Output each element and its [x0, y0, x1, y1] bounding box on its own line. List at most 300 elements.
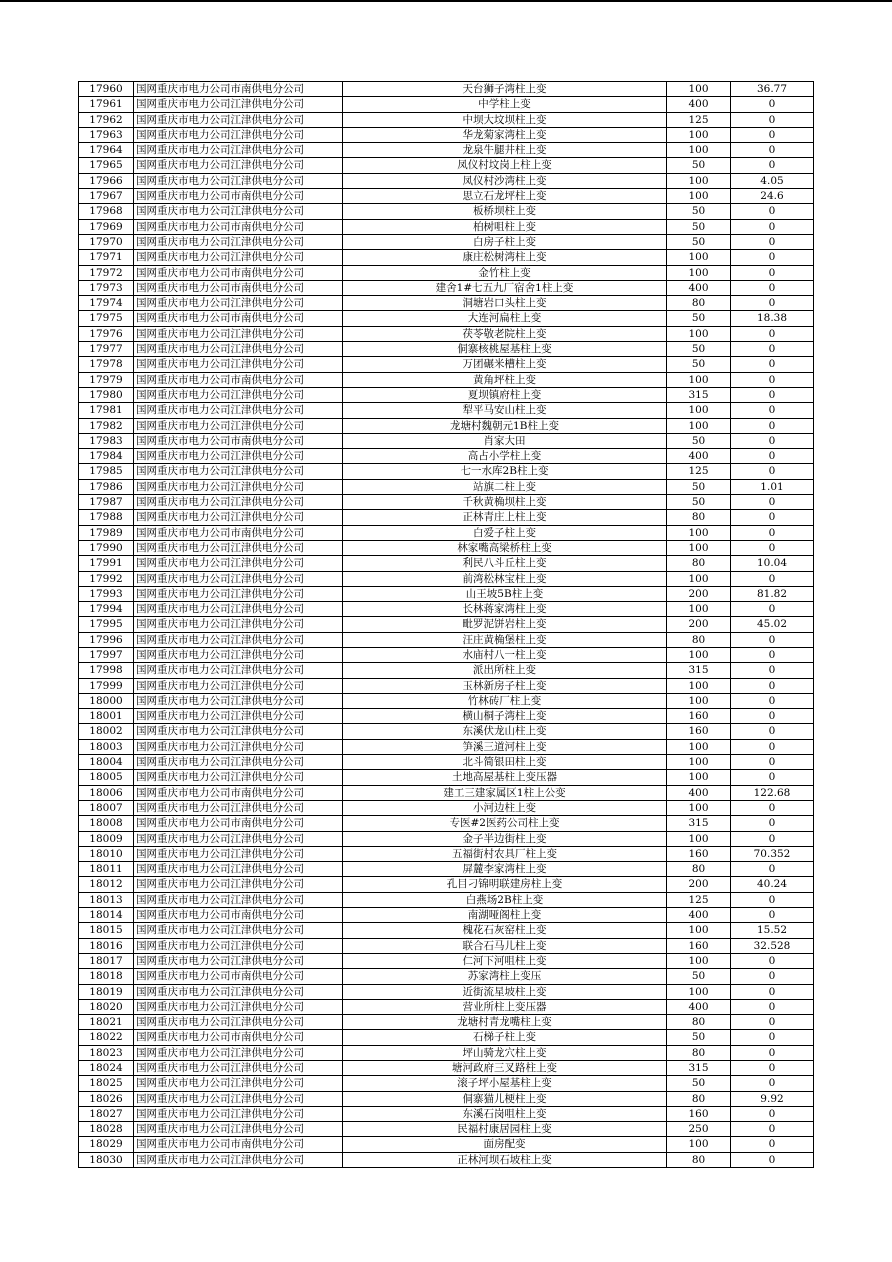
- row-id-cell: 18016: [79, 938, 134, 953]
- transformer-name-cell: 白房子柱上变: [343, 234, 667, 249]
- transformer-name-cell: 联合石马儿柱上变: [343, 938, 667, 953]
- table-row: [79, 1076, 814, 1091]
- table-row: [79, 617, 814, 632]
- table-row: [79, 953, 814, 968]
- capacity-cell: 100: [667, 418, 731, 433]
- transformer-name-cell: 正林青庄上柱上变: [343, 510, 667, 525]
- capacity-cell: 80: [667, 1152, 731, 1167]
- capacity-cell: 100: [667, 143, 731, 158]
- capacity-cell: 100: [667, 647, 731, 662]
- value-cell: 0: [731, 219, 814, 234]
- company-cell: 国网重庆市电力公司江津供电分公司: [134, 739, 343, 754]
- table-row: [79, 82, 814, 97]
- capacity-cell: 160: [667, 846, 731, 861]
- company-cell: 国网重庆市电力公司江津供电分公司: [134, 724, 343, 739]
- row-id-cell: 17983: [79, 433, 134, 448]
- row-id-cell: 18002: [79, 724, 134, 739]
- transformer-name-cell: 夏坝镇府柱上变: [343, 387, 667, 402]
- capacity-cell: 160: [667, 709, 731, 724]
- table-row: [79, 234, 814, 249]
- row-id-cell: 18013: [79, 892, 134, 907]
- transformer-name-cell: 万团碾米槽柱上变: [343, 357, 667, 372]
- transformer-name-cell: 竹林砖厂柱上变: [343, 693, 667, 708]
- transformer-name-cell: 营业所柱上变压器: [343, 999, 667, 1014]
- table-row: [79, 816, 814, 831]
- table-row: [79, 449, 814, 464]
- row-id-cell: 17985: [79, 464, 134, 479]
- value-cell: 40.24: [731, 877, 814, 892]
- value-cell: 0: [731, 816, 814, 831]
- row-id-cell: 17975: [79, 311, 134, 326]
- row-id-cell: 18010: [79, 846, 134, 861]
- table-row: [79, 632, 814, 647]
- transformer-name-cell: 毗罗泥饼岩柱上变: [343, 617, 667, 632]
- capacity-cell: 50: [667, 969, 731, 984]
- table-row: [79, 127, 814, 142]
- capacity-cell: 100: [667, 739, 731, 754]
- transformer-name-cell: 天台狮子湾柱上变: [343, 82, 667, 97]
- company-cell: 国网重庆市电力公司江津供电分公司: [134, 234, 343, 249]
- table-row: [79, 908, 814, 923]
- transformer-name-cell: 笋溪三道河柱上变: [343, 739, 667, 754]
- transformer-name-cell: 汪庄黄桷堡柱上变: [343, 632, 667, 647]
- company-cell: 国网重庆市电力公司江津供电分公司: [134, 1091, 343, 1106]
- value-cell: 10.04: [731, 556, 814, 571]
- row-id-cell: 17981: [79, 403, 134, 418]
- transformer-name-cell: 侗寨核桃屋基柱上变: [343, 342, 667, 357]
- row-id-cell: 17973: [79, 280, 134, 295]
- transformer-name-cell: 板桥坝柱上变: [343, 204, 667, 219]
- value-cell: 0: [731, 265, 814, 280]
- capacity-cell: 50: [667, 311, 731, 326]
- row-id-cell: 18001: [79, 709, 134, 724]
- row-id-cell: 17980: [79, 387, 134, 402]
- transformer-name-cell: 滚子坪小屋基柱上变: [343, 1076, 667, 1091]
- company-cell: 国网重庆市电力公司江津供电分公司: [134, 403, 343, 418]
- transformer-name-cell: 大连河扁柱上变: [343, 311, 667, 326]
- value-cell: 0: [731, 250, 814, 265]
- value-cell: 0: [731, 204, 814, 219]
- company-cell: 国网重庆市电力公司江津供电分公司: [134, 464, 343, 479]
- transformer-name-cell: 思立石龙坪柱上变: [343, 189, 667, 204]
- row-id-cell: 17992: [79, 571, 134, 586]
- row-id-cell: 18030: [79, 1152, 134, 1167]
- company-cell: 国网重庆市电力公司市南供电分公司: [134, 311, 343, 326]
- capacity-cell: 100: [667, 525, 731, 540]
- page-top-rule: [0, 0, 892, 2]
- company-cell: 国网重庆市电力公司江津供电分公司: [134, 1076, 343, 1091]
- transformer-name-cell: 茯苓敬老院柱上变: [343, 326, 667, 341]
- table-row: [79, 357, 814, 372]
- company-cell: 国网重庆市电力公司市南供电分公司: [134, 785, 343, 800]
- value-cell: 0: [731, 1076, 814, 1091]
- transformer-name-cell: 东溪石岗咀柱上变: [343, 1106, 667, 1121]
- row-id-cell: 18019: [79, 984, 134, 999]
- value-cell: 0: [731, 387, 814, 402]
- transformer-name-cell: 华龙菊家湾柱上变: [343, 127, 667, 142]
- table-row: [79, 892, 814, 907]
- capacity-cell: 160: [667, 724, 731, 739]
- value-cell: 0: [731, 280, 814, 295]
- table-row: [79, 510, 814, 525]
- value-cell: 0: [731, 1122, 814, 1137]
- row-id-cell: 18012: [79, 877, 134, 892]
- company-cell: 国网重庆市电力公司江津供电分公司: [134, 923, 343, 938]
- table-row: [79, 755, 814, 770]
- capacity-cell: 100: [667, 189, 731, 204]
- table-row: [79, 999, 814, 1014]
- value-cell: 0: [731, 357, 814, 372]
- table-row: [79, 296, 814, 311]
- company-cell: 国网重庆市电力公司江津供电分公司: [134, 479, 343, 494]
- company-cell: 国网重庆市电力公司江津供电分公司: [134, 326, 343, 341]
- table-row: [79, 540, 814, 555]
- company-cell: 国网重庆市电力公司江津供电分公司: [134, 678, 343, 693]
- value-cell: 0: [731, 770, 814, 785]
- value-cell: 0: [731, 1061, 814, 1076]
- value-cell: 0: [731, 449, 814, 464]
- table-row: [79, 1030, 814, 1045]
- company-cell: 国网重庆市电力公司江津供电分公司: [134, 846, 343, 861]
- capacity-cell: 160: [667, 1106, 731, 1121]
- row-id-cell: 17997: [79, 647, 134, 662]
- table-row: [79, 1015, 814, 1030]
- row-id-cell: 17995: [79, 617, 134, 632]
- value-cell: 0: [731, 739, 814, 754]
- row-id-cell: 18006: [79, 785, 134, 800]
- company-cell: 国网重庆市电力公司江津供电分公司: [134, 1106, 343, 1121]
- value-cell: 70.352: [731, 846, 814, 861]
- value-cell: 0: [731, 418, 814, 433]
- row-id-cell: 17987: [79, 495, 134, 510]
- table-row: [79, 984, 814, 999]
- company-cell: 国网重庆市电力公司江津供电分公司: [134, 1045, 343, 1060]
- company-cell: 国网重庆市电力公司江津供电分公司: [134, 586, 343, 601]
- capacity-cell: 50: [667, 342, 731, 357]
- capacity-cell: 400: [667, 449, 731, 464]
- capacity-cell: 100: [667, 173, 731, 188]
- row-id-cell: 18018: [79, 969, 134, 984]
- capacity-cell: 50: [667, 234, 731, 249]
- table-row: [79, 877, 814, 892]
- capacity-cell: 50: [667, 204, 731, 219]
- transformer-name-cell: 侗寨猫儿梗柱上变: [343, 1091, 667, 1106]
- row-id-cell: 17971: [79, 250, 134, 265]
- value-cell: 122.68: [731, 785, 814, 800]
- value-cell: 0: [731, 647, 814, 662]
- table-row: [79, 678, 814, 693]
- row-id-cell: 18024: [79, 1061, 134, 1076]
- table-row: [79, 770, 814, 785]
- row-id-cell: 17993: [79, 586, 134, 601]
- company-cell: 国网重庆市电力公司江津供电分公司: [134, 296, 343, 311]
- company-cell: 国网重庆市电力公司江津供电分公司: [134, 800, 343, 815]
- row-id-cell: 17991: [79, 556, 134, 571]
- table-row: [79, 693, 814, 708]
- row-id-cell: 17977: [79, 342, 134, 357]
- value-cell: 0: [731, 969, 814, 984]
- transformer-name-cell: 民福村康居园柱上变: [343, 1122, 667, 1137]
- table-row: [79, 1091, 814, 1106]
- capacity-cell: 100: [667, 82, 731, 97]
- capacity-cell: 100: [667, 540, 731, 555]
- capacity-cell: 80: [667, 1045, 731, 1060]
- table-row: [79, 311, 814, 326]
- transformer-name-cell: 黄角坪柱上变: [343, 372, 667, 387]
- capacity-cell: 315: [667, 387, 731, 402]
- row-id-cell: 17966: [79, 173, 134, 188]
- company-cell: 国网重庆市电力公司江津供电分公司: [134, 97, 343, 112]
- capacity-cell: 125: [667, 892, 731, 907]
- value-cell: 0: [731, 326, 814, 341]
- table-body: [79, 82, 814, 1168]
- capacity-cell: 315: [667, 816, 731, 831]
- row-id-cell: 17989: [79, 525, 134, 540]
- transformer-name-cell: 犁平马安山柱上变: [343, 403, 667, 418]
- capacity-cell: 125: [667, 112, 731, 127]
- capacity-cell: 100: [667, 571, 731, 586]
- table-row: [79, 158, 814, 173]
- company-cell: 国网重庆市电力公司江津供电分公司: [134, 571, 343, 586]
- company-cell: 国网重庆市电力公司江津供电分公司: [134, 862, 343, 877]
- row-id-cell: 18029: [79, 1137, 134, 1152]
- value-cell: 0: [731, 464, 814, 479]
- capacity-cell: 400: [667, 97, 731, 112]
- row-id-cell: 18027: [79, 1106, 134, 1121]
- value-cell: 32.528: [731, 938, 814, 953]
- value-cell: 0: [731, 999, 814, 1014]
- capacity-cell: 315: [667, 663, 731, 678]
- capacity-cell: 80: [667, 556, 731, 571]
- row-id-cell: 17982: [79, 418, 134, 433]
- transformer-name-cell: 东溪伏龙山柱上变: [343, 724, 667, 739]
- row-id-cell: 17960: [79, 82, 134, 97]
- row-id-cell: 18025: [79, 1076, 134, 1091]
- value-cell: 0: [731, 953, 814, 968]
- value-cell: 0: [731, 403, 814, 418]
- company-cell: 国网重庆市电力公司江津供电分公司: [134, 632, 343, 647]
- company-cell: 国网重庆市电力公司江津供电分公司: [134, 1015, 343, 1030]
- value-cell: 18.38: [731, 311, 814, 326]
- capacity-cell: 100: [667, 127, 731, 142]
- table-row: [79, 372, 814, 387]
- transformer-name-cell: 仁河下河咀柱上变: [343, 953, 667, 968]
- value-cell: 0: [731, 632, 814, 647]
- table-row: [79, 556, 814, 571]
- table-row: [79, 800, 814, 815]
- row-id-cell: 17976: [79, 326, 134, 341]
- value-cell: 0: [731, 663, 814, 678]
- value-cell: 15.52: [731, 923, 814, 938]
- transformer-name-cell: 苏家湾柱上变压: [343, 969, 667, 984]
- transformer-name-cell: 中学柱上变: [343, 97, 667, 112]
- row-id-cell: 17998: [79, 663, 134, 678]
- capacity-cell: 80: [667, 862, 731, 877]
- transformer-name-cell: 肖家大田: [343, 433, 667, 448]
- company-cell: 国网重庆市电力公司江津供电分公司: [134, 510, 343, 525]
- company-cell: 国网重庆市电力公司市南供电分公司: [134, 280, 343, 295]
- capacity-cell: 100: [667, 831, 731, 846]
- company-cell: 国网重庆市电力公司市南供电分公司: [134, 433, 343, 448]
- row-id-cell: 18026: [79, 1091, 134, 1106]
- transformer-name-cell: 千秋黄桷坝柱上变: [343, 495, 667, 510]
- company-cell: 国网重庆市电力公司江津供电分公司: [134, 770, 343, 785]
- table-row: [79, 724, 814, 739]
- table-row: [79, 189, 814, 204]
- value-cell: 0: [731, 372, 814, 387]
- company-cell: 国网重庆市电力公司江津供电分公司: [134, 158, 343, 173]
- value-cell: 0: [731, 831, 814, 846]
- value-cell: 81.82: [731, 586, 814, 601]
- table-row: [79, 862, 814, 877]
- table-row: [79, 602, 814, 617]
- transformer-name-cell: 长林蒋家湾柱上变: [343, 602, 667, 617]
- value-cell: 0: [731, 127, 814, 142]
- row-id-cell: 18004: [79, 755, 134, 770]
- value-cell: 0: [731, 571, 814, 586]
- table-row: [79, 464, 814, 479]
- capacity-cell: 100: [667, 800, 731, 815]
- transformer-name-cell: 土地高屋基柱上变压器: [343, 770, 667, 785]
- table-row: [79, 1152, 814, 1167]
- transformer-name-cell: 林家嘴高梁桥柱上变: [343, 540, 667, 555]
- company-cell: 国网重庆市电力公司市南供电分公司: [134, 189, 343, 204]
- row-id-cell: 17996: [79, 632, 134, 647]
- value-cell: 0: [731, 602, 814, 617]
- company-cell: 国网重庆市电力公司江津供电分公司: [134, 1061, 343, 1076]
- value-cell: 0: [731, 709, 814, 724]
- transformer-name-cell: 柏树咀柱上变: [343, 219, 667, 234]
- table-row: [79, 173, 814, 188]
- capacity-cell: 80: [667, 1091, 731, 1106]
- company-cell: 国网重庆市电力公司江津供电分公司: [134, 693, 343, 708]
- row-id-cell: 17970: [79, 234, 134, 249]
- capacity-cell: 50: [667, 219, 731, 234]
- capacity-cell: 50: [667, 1076, 731, 1091]
- capacity-cell: 400: [667, 785, 731, 800]
- value-cell: 36.77: [731, 82, 814, 97]
- company-cell: 国网重庆市电力公司市南供电分公司: [134, 969, 343, 984]
- capacity-cell: 100: [667, 953, 731, 968]
- row-id-cell: 18009: [79, 831, 134, 846]
- row-id-cell: 18000: [79, 693, 134, 708]
- capacity-cell: 80: [667, 296, 731, 311]
- table-row: [79, 143, 814, 158]
- company-cell: 国网重庆市电力公司江津供电分公司: [134, 663, 343, 678]
- transformer-name-cell: 屏麓李家湾柱上变: [343, 862, 667, 877]
- table-row: [79, 280, 814, 295]
- capacity-cell: 160: [667, 938, 731, 953]
- value-cell: 0: [731, 1137, 814, 1152]
- value-cell: 0: [731, 755, 814, 770]
- value-cell: 0: [731, 510, 814, 525]
- company-cell: 国网重庆市电力公司江津供电分公司: [134, 173, 343, 188]
- company-cell: 国网重庆市电力公司市南供电分公司: [134, 816, 343, 831]
- row-id-cell: 17979: [79, 372, 134, 387]
- row-id-cell: 18021: [79, 1015, 134, 1030]
- capacity-cell: 400: [667, 908, 731, 923]
- value-cell: 0: [731, 158, 814, 173]
- company-cell: 国网重庆市电力公司江津供电分公司: [134, 755, 343, 770]
- transformer-name-cell: 七一水库2B柱上变: [343, 464, 667, 479]
- value-cell: 1.01: [731, 479, 814, 494]
- capacity-cell: 100: [667, 403, 731, 418]
- company-cell: 国网重庆市电力公司江津供电分公司: [134, 342, 343, 357]
- company-cell: 国网重庆市电力公司江津供电分公司: [134, 953, 343, 968]
- company-cell: 国网重庆市电力公司江津供电分公司: [134, 984, 343, 999]
- company-cell: 国网重庆市电力公司江津供电分公司: [134, 1152, 343, 1167]
- capacity-cell: 80: [667, 1015, 731, 1030]
- company-cell: 国网重庆市电力公司市南供电分公司: [134, 372, 343, 387]
- table-row: [79, 831, 814, 846]
- row-id-cell: 17962: [79, 112, 134, 127]
- transformer-name-cell: 白燕场2B柱上变: [343, 892, 667, 907]
- row-id-cell: 17984: [79, 449, 134, 464]
- table-row: [79, 571, 814, 586]
- transformer-name-cell: 派出所柱上变: [343, 663, 667, 678]
- capacity-cell: 100: [667, 678, 731, 693]
- capacity-cell: 80: [667, 510, 731, 525]
- company-cell: 国网重庆市电力公司市南供电分公司: [134, 82, 343, 97]
- value-cell: 0: [731, 1015, 814, 1030]
- row-id-cell: 18008: [79, 816, 134, 831]
- value-cell: 0: [731, 97, 814, 112]
- row-id-cell: 18023: [79, 1045, 134, 1060]
- transformer-name-cell: 正林河坝石坡柱上变: [343, 1152, 667, 1167]
- transformer-name-cell: 凤仪村沙湾柱上变: [343, 173, 667, 188]
- company-cell: 国网重庆市电力公司江津供电分公司: [134, 418, 343, 433]
- company-cell: 国网重庆市电力公司江津供电分公司: [134, 449, 343, 464]
- value-cell: 0: [731, 800, 814, 815]
- value-cell: 0: [731, 862, 814, 877]
- company-cell: 国网重庆市电力公司江津供电分公司: [134, 204, 343, 219]
- transformer-name-cell: 金子半边街柱上变: [343, 831, 667, 846]
- company-cell: 国网重庆市电力公司市南供电分公司: [134, 1137, 343, 1152]
- row-id-cell: 17999: [79, 678, 134, 693]
- row-id-cell: 17994: [79, 602, 134, 617]
- company-cell: 国网重庆市电力公司江津供电分公司: [134, 892, 343, 907]
- capacity-cell: 100: [667, 250, 731, 265]
- transformer-table: [78, 81, 814, 1168]
- table-row: [79, 1106, 814, 1121]
- table-row: [79, 204, 814, 219]
- table-row: [79, 1137, 814, 1152]
- company-cell: 国网重庆市电力公司江津供电分公司: [134, 938, 343, 953]
- company-cell: 国网重庆市电力公司江津供电分公司: [134, 127, 343, 142]
- transformer-name-cell: 金竹柱上变: [343, 265, 667, 280]
- value-cell: 0: [731, 1030, 814, 1045]
- capacity-cell: 50: [667, 433, 731, 448]
- value-cell: 45.02: [731, 617, 814, 632]
- value-cell: 0: [731, 433, 814, 448]
- table-row: [79, 219, 814, 234]
- capacity-cell: 250: [667, 1122, 731, 1137]
- table-row: [79, 846, 814, 861]
- transformer-name-cell: 孔目刁锦明联建房柱上变: [343, 877, 667, 892]
- transformer-name-cell: 槐花石灰窑柱上变: [343, 923, 667, 938]
- transformer-name-cell: 建工三建家属区1柱上公变: [343, 785, 667, 800]
- table-row: [79, 479, 814, 494]
- company-cell: 国网重庆市电力公司江津供电分公司: [134, 709, 343, 724]
- company-cell: 国网重庆市电力公司江津供电分公司: [134, 250, 343, 265]
- table-row: [79, 785, 814, 800]
- row-id-cell: 17967: [79, 189, 134, 204]
- capacity-cell: 50: [667, 479, 731, 494]
- value-cell: 9.92: [731, 1091, 814, 1106]
- row-id-cell: 17986: [79, 479, 134, 494]
- value-cell: 0: [731, 984, 814, 999]
- row-id-cell: 18005: [79, 770, 134, 785]
